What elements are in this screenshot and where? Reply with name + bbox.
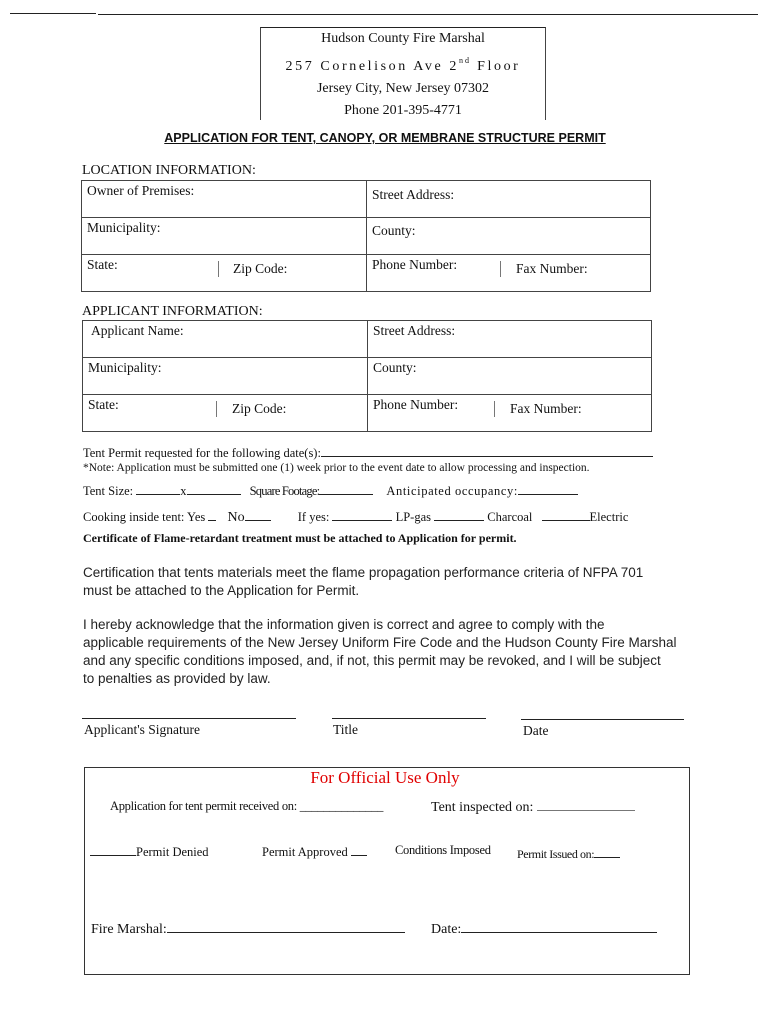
- permit-dates-row: [83, 444, 653, 461]
- applicant-table: [82, 320, 652, 432]
- permit-approved-field[interactable]: [351, 843, 367, 856]
- applicant-municipality-cell[interactable]: [83, 358, 368, 395]
- certification-paragraph: [83, 564, 643, 600]
- permit-denied-label: Permit Denied: [136, 845, 209, 859]
- cooking-yes-field[interactable]: [208, 508, 216, 521]
- inspected-on-label: Tent inspected on:: [431, 800, 537, 815]
- permit-denied-field[interactable]: [90, 843, 136, 856]
- agency-name: Hudson County Fire Marshal: [321, 31, 485, 46]
- permit-approved-label: Permit Approved: [262, 845, 348, 859]
- acknowledgement-line-1: I hereby acknowledge that the information given is correct and agree to comply with the: [83, 617, 605, 632]
- location-county-label: County:: [372, 223, 416, 238]
- owner-label: Owner of Premises:: [87, 183, 195, 198]
- applicant-state-zip-cell[interactable]: [83, 395, 368, 432]
- electric-label: Electric: [589, 510, 629, 524]
- applicant-street-label: Street Address:: [373, 323, 456, 338]
- tent-size-label: Tent Size:: [83, 484, 134, 498]
- official-use-title: For Official Use Only: [310, 768, 460, 787]
- applicant-street-cell[interactable]: [368, 321, 652, 358]
- conditions-imposed-label: Conditions Imposed: [395, 843, 491, 857]
- top-rule-short: [10, 13, 96, 14]
- official-date-label: Date:: [431, 922, 462, 937]
- applicant-fax-label: Fax Number:: [510, 401, 582, 416]
- address-street: 257 Cornelison Ave 2: [285, 59, 459, 74]
- lp-gas-label: LP-gas: [395, 510, 432, 524]
- square-footage-label: Square Footage:: [249, 484, 320, 498]
- form-title: APPLICATION FOR TENT, CANOPY, OR MEMBRANE STRUCTURE PERMIT: [164, 131, 606, 145]
- permit-approved-row: [262, 843, 367, 860]
- location-street-label: Street Address:: [372, 187, 455, 202]
- agency-city: Jersey City, New Jersey 07302: [316, 81, 490, 96]
- title-line[interactable]: [332, 718, 486, 719]
- applicant-county-label: County:: [373, 360, 417, 375]
- location-phone-fax-cell[interactable]: [367, 255, 651, 292]
- cooking-yes-label: Cooking inside tent: Yes: [83, 510, 206, 524]
- acknowledgement-line-3: and any specific conditions imposed, and, if not, this permit may be revoked, and I will be subject: [83, 653, 661, 668]
- location-county-cell[interactable]: [367, 218, 651, 255]
- applicant-name-cell[interactable]: [83, 321, 368, 358]
- occupancy-label: Anticipated occupancy:: [386, 484, 518, 498]
- applicant-signature-label: Applicant's Signature: [84, 722, 201, 737]
- acknowledgement-paragraph: [83, 616, 677, 688]
- date-line[interactable]: [521, 719, 684, 720]
- tent-size-row: [83, 482, 578, 499]
- applicant-phone-label: Phone Number:: [373, 397, 459, 412]
- charcoal-label: Charcoal: [487, 510, 533, 524]
- fire-marshal-label: Fire Marshal:: [91, 922, 167, 937]
- permit-denied-row: [90, 843, 209, 860]
- owner-cell[interactable]: [82, 181, 367, 218]
- applicant-name-label: Applicant Name:: [91, 323, 184, 338]
- square-footage-field[interactable]: [319, 482, 373, 495]
- applicant-zip-label: Zip Code:: [232, 401, 287, 416]
- location-fax-label: Fax Number:: [516, 261, 588, 276]
- location-state-zip-cell[interactable]: [82, 255, 367, 292]
- location-municipality-label: Municipality:: [87, 220, 161, 235]
- applicant-phone-divider: [494, 401, 495, 417]
- applicant-signature-line[interactable]: [82, 718, 296, 719]
- permit-dates-field[interactable]: [321, 444, 653, 457]
- tent-width-field[interactable]: [136, 482, 180, 495]
- received-on-label: Application for tent permit received on: ______________: [110, 799, 384, 813]
- cooking-row: [83, 508, 628, 526]
- acknowledgement-line-2: applicable requirements of the New Jersey Uniform Fire Code and the Hudson County Fire Marshal: [83, 635, 677, 650]
- top-rule-long: [98, 14, 758, 15]
- location-municipality-cell[interactable]: [82, 218, 367, 255]
- date-label: Date: [523, 723, 549, 738]
- inspected-on-field[interactable]: [537, 798, 635, 811]
- official-date-field[interactable]: [461, 919, 657, 933]
- submission-note: *Note: Application must be submitted one (1) week prior to the event date to allow processing and inspection.: [83, 462, 590, 474]
- tent-length-field[interactable]: [187, 482, 241, 495]
- lp-gas-field[interactable]: [332, 508, 392, 521]
- agency-header: [260, 27, 546, 120]
- location-phone-divider: [500, 261, 501, 277]
- location-street-cell[interactable]: [367, 181, 651, 218]
- permit-dates-label: Tent Permit requested for the following date(s):: [83, 446, 321, 460]
- address-floor: Floor: [471, 59, 521, 74]
- inspected-on-row: [431, 798, 635, 816]
- tent-size-x: x: [180, 484, 187, 498]
- address-ordinal: nd: [459, 56, 471, 65]
- fire-marshal-row: [91, 919, 405, 938]
- cooking-no-field[interactable]: [245, 508, 271, 521]
- certification-line-2: must be attached to the Application for Permit.: [83, 583, 360, 598]
- location-state-divider: [218, 261, 219, 277]
- if-yes-label: If yes:: [297, 510, 330, 524]
- fire-marshal-field[interactable]: [167, 919, 405, 933]
- cooking-no-label: No: [227, 510, 245, 525]
- applicant-municipality-label: Municipality:: [88, 360, 162, 375]
- permit-issued-label: Permit Issued on:: [517, 847, 595, 861]
- permit-issued-field[interactable]: [594, 845, 620, 858]
- electric-field[interactable]: [542, 508, 590, 521]
- location-section-label: LOCATION INFORMATION:: [82, 163, 256, 178]
- applicant-section-label: APPLICANT INFORMATION:: [82, 304, 263, 319]
- acknowledgement-line-4: to penalties as provided by law.: [83, 671, 271, 686]
- certification-line-1: Certification that tents materials meet the flame propagation performance criteria of NFPA 701: [83, 565, 644, 580]
- permit-issued-row: [517, 845, 620, 862]
- location-table: [81, 180, 651, 292]
- agency-phone: Phone 201-395-4771: [344, 103, 462, 118]
- title-label: Title: [333, 722, 359, 737]
- occupancy-field[interactable]: [518, 482, 578, 495]
- applicant-county-cell[interactable]: [368, 358, 652, 395]
- agency-address: [261, 50, 545, 78]
- certificate-note: Certificate of Flame-retardant treatment must be attached to Application for permit.: [83, 531, 517, 545]
- applicant-state-divider: [216, 401, 217, 417]
- applicant-state-label: State:: [88, 397, 119, 412]
- location-state-label: State:: [87, 257, 118, 272]
- location-phone-label: Phone Number:: [372, 257, 458, 272]
- official-date-row: [431, 919, 657, 938]
- applicant-phone-fax-cell[interactable]: [368, 395, 652, 432]
- location-zip-label: Zip Code:: [233, 261, 288, 276]
- charcoal-field[interactable]: [434, 508, 484, 521]
